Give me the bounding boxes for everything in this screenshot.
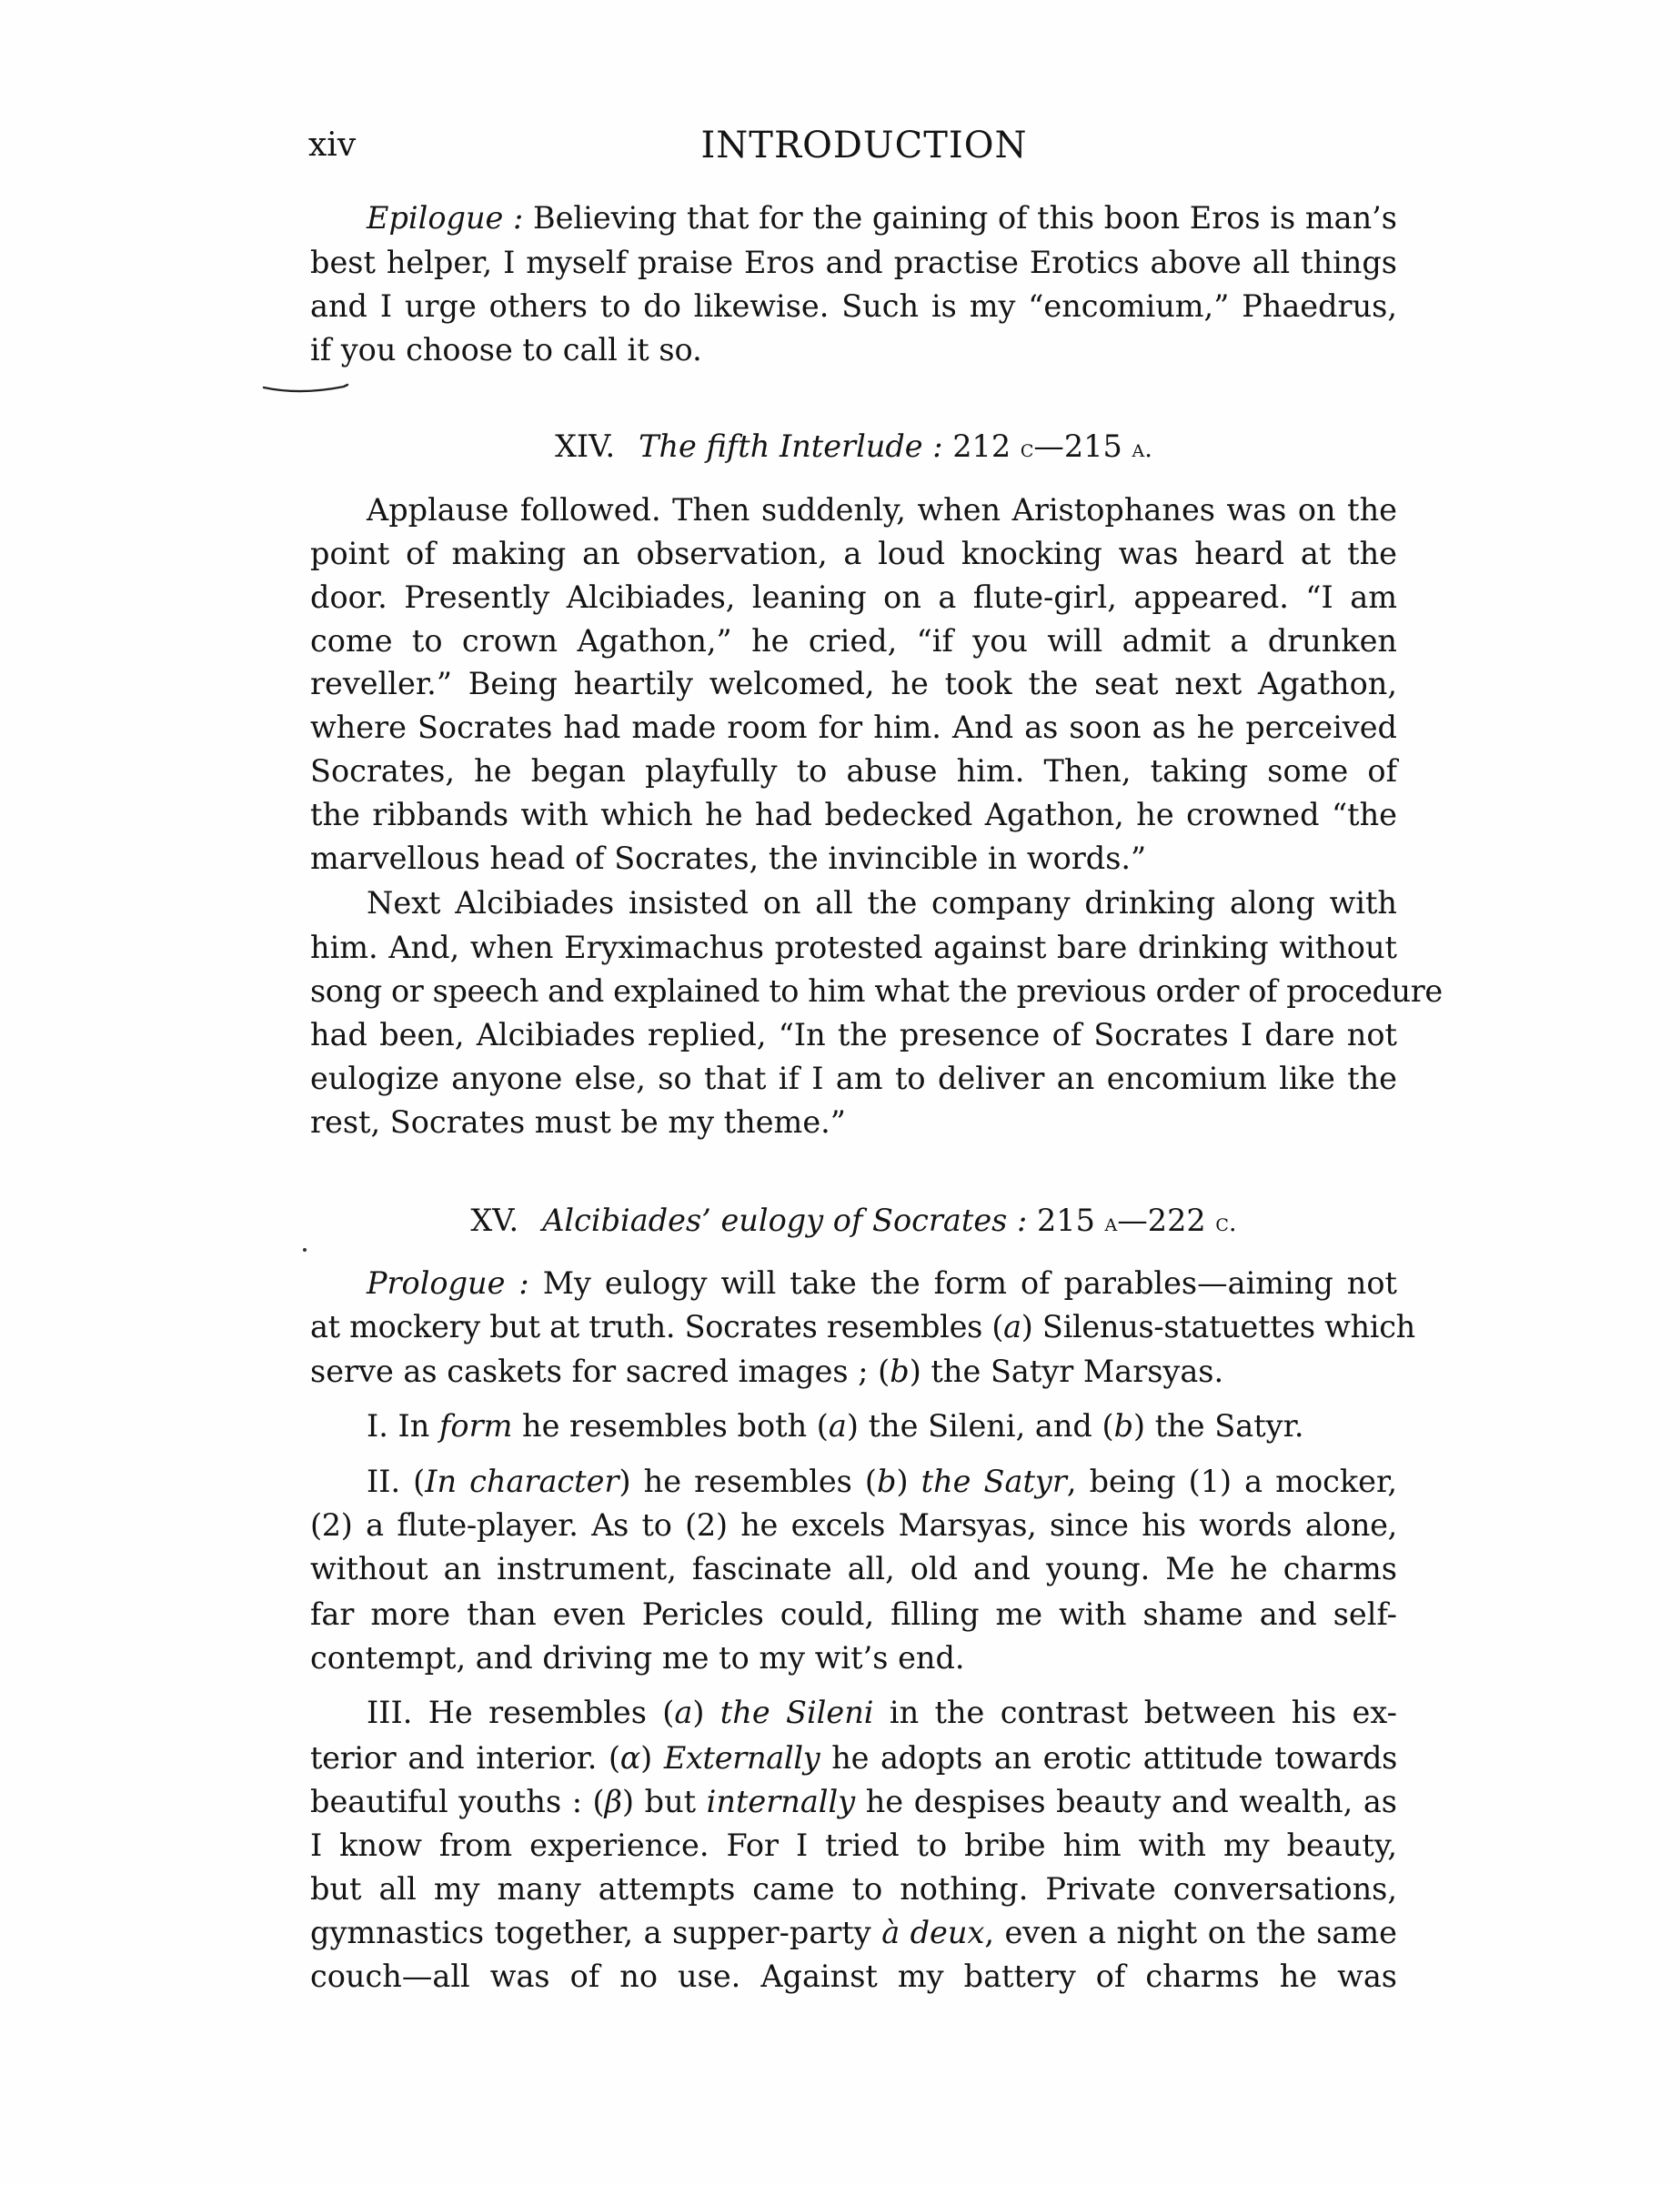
text-line: gymnastics together, a supper-party à deux, even a night on the same [310,1915,1397,1950]
text-line: if you choose to call it so. [310,332,702,368]
text-line: (2) a flute-player. As to (2) he excels Marsyas, since his words alone, [310,1507,1397,1543]
text-line: had been, Alcibiades replied, “In the presence of Socrates I dare not [310,1017,1397,1052]
text-line: reveller.” Being heartily welcomed, he took the seat next Agathon, [310,666,1397,701]
text-line: couch—all was of no use. Against my battery of charms he was [310,1958,1397,1994]
text-line: where Socrates had made room for him. And as soon as he perceived [310,710,1397,745]
section-heading-xv: XV. Alcibiades’ eulogy of Socrates : 215 a—222 c. [470,1203,1237,1238]
section-heading-xiv: XIV. The fifth Interlude : 212 c—215 a. [555,428,1152,464]
text-line: best helper, I myself praise Eros and practise Erotics above all things [310,245,1397,280]
text-line: at mockery but at truth. Socrates resembles (a) Silenus-statuettes which [310,1309,1415,1344]
text-line: Socrates, he began playfully to abuse him. Then, taking some of [310,753,1397,789]
text-line: III. He resembles (a) the Sileni in the contrast between his ex- [367,1695,1398,1730]
pencil-margin-mark-icon [262,382,349,395]
prologue-label: Prologue : [367,1265,529,1301]
text-line: him. And, when Eryximachus protested against bare drinking without [310,930,1397,965]
text-line: the ribbands with which he had bedecked Agathon, he crowned “the [310,797,1397,832]
page-number: xiv [308,126,357,164]
text-line: rest, Socrates must be my theme.” [310,1104,846,1140]
text-line: I know from experience. For I tried to bribe him with my beauty, [310,1828,1397,1863]
text-line: Prologue : My eulogy will take the form of parables—aiming not [367,1265,1397,1301]
point-i: I. In form he resembles both (a) the Sileni, and (b) the Satyr. [367,1408,1304,1444]
section-title: The fifth Interlude : [639,428,943,464]
text-line: Epilogue : Believing that for the gaining of this boon Eros is man’s [367,200,1398,236]
text-line: door. Presently Alcibiades, leaning on a flute-girl, appeared. “I am [310,579,1397,615]
text-line: and I urge others to do likewise. Such is my “encomium,” Phaedrus, [310,288,1397,324]
epilogue-label: Epilogue : [367,200,524,236]
text-line: II. (In character) he resembles (b) the Satyr, being (1) a mocker, [367,1464,1397,1499]
text-line: song or speech and explained to him what the previous order of procedure [310,973,1443,1009]
text-line: marvellous head of Socrates, the invincible in words.” [310,841,1147,876]
text-line: eulogize anyone else, so that if I am to deliver an encomium like the [310,1061,1397,1096]
text-line: beautiful youths : (β) but internally he despises beauty and wealth, as [310,1784,1397,1819]
text-line: serve as caskets for sacred images ; (b) the Satyr Marsyas. [310,1354,1224,1389]
text-line: come to crown Agathon,” he cried, “if you will admit a drunken [310,623,1397,659]
running-head: INTRODUCTION [700,125,1028,166]
text-line: point of making an observation, a loud knocking was heard at the [310,536,1397,571]
text-line: but all my many attempts came to nothing. Private conversations, [310,1871,1397,1907]
text-line: Next Alcibiades insisted on all the company drinking along with [367,885,1397,921]
section-title: Alcibiades’ eulogy of Socrates : [542,1203,1028,1238]
text-line: contempt, and driving me to my wit’s end. [310,1640,965,1676]
text-line: far more than even Pericles could, filling me with shame and self- [310,1596,1397,1632]
stray-mark [303,1248,307,1252]
text-line: Applause followed. Then suddenly, when Aristophanes was on the [367,492,1397,528]
text-line: without an instrument, fascinate all, old and young. Me he charms [310,1551,1397,1586]
text-line: terior and interior. (α) Externally he adopts an erotic attitude towards [310,1740,1398,1776]
